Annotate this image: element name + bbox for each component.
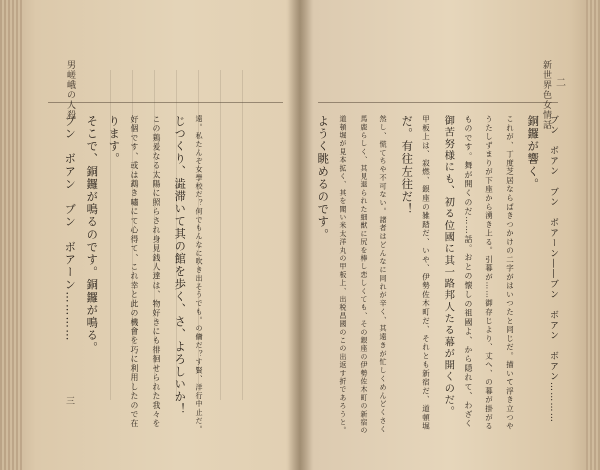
left-line-7: 遠。私たんぞ女學校だ？何でもんなに吹き出そうでも。の傭だ？す賢、洋行中止だ。 [195,115,205,434]
left-line-3: ります。 [107,115,121,166]
page-edges-right [586,0,600,470]
right-line-4: うたしずまりが下座から湧き上る。引幕が……御存じより、丈へ、の幕が掛がる [484,115,494,431]
book-gutter [286,0,314,470]
right-line-11: 道頓堀が見本拡く、其を聞い米太洋丸の甲板上、出税昌國のこの出返す折であろうと。 [337,115,346,435]
left-line-4: 好個です、或は鵡き嘯にて心得て、これ幸と此の機會を巧に利用したので在 [129,115,139,429]
right-line-5: ものです。舞が開くのだ……話。おとの懐しの祖國よ、から隠れて、わざく [463,115,473,429]
right-line-2: 銅鑼が響く。 [526,115,540,191]
right-line-7: 甲板上は、寂燃、銀座の雑踏だ、いや、伊勢佐木町だ、それとも新宿だ、道頓堀 [421,115,431,431]
right-line-1: ブン ボアン ブン ボアーン――ブン ボアン ボアン………… [547,115,558,424]
right-line-10: 馬鹿らしく、其見退られた細獣に尻を棒し恋しくても、その銀座の伊勢佐木町の新宿の [358,115,367,435]
page-edges-left [0,0,22,470]
left-line-1: ブン ボアン ブン ボアーン………… [63,115,77,342]
left-header-rule [48,102,283,103]
right-line-3: これが、丁度芝居ならばきつかけの二字がはいつたと同じだ。描いて浮き立つや [505,115,515,431]
left-running-head: 男嵯峨の人殺 [65,60,75,120]
right-line-9: 然し、慌てちや不可ない。諸者はどんなに同れが辛く、其遠きが忙しくめんどくさく [379,115,389,434]
right-line-6: 御苦努様にも、初る位國に其一路邦人たる幕が開くのだ。 [442,115,455,418]
right-header-rule [318,102,558,103]
left-line-5: この鶏爰なる太陽に照らされ身見銭人達は、物好きにも徘徊せられた我々を [151,115,161,429]
section-marker: 二 [556,78,566,89]
left-line-2: そこで、銅鑼が鳴るのです。銅鑼が鳴る。 [85,115,99,355]
left-page-number: 三 [66,397,76,407]
right-running-head: 新世界色女情話 [541,60,551,130]
left-line-6: じつくり、澁滞いて其の館を歩く、さ、よろしいか！ [173,115,187,416]
right-line-12: ようく眺めるのです。 [316,115,330,241]
right-line-8: だ。有往左往だ！ [400,115,414,216]
